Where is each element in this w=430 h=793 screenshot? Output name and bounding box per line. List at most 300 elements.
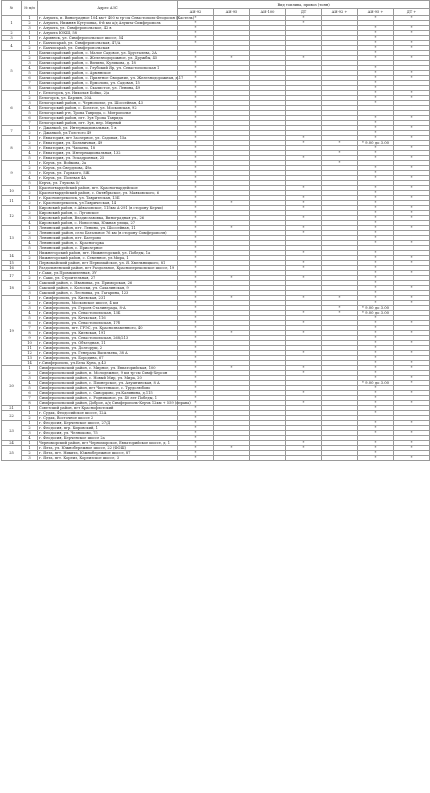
sub-number-cell: 4 bbox=[22, 436, 38, 441]
fuel-mark-cell: * bbox=[178, 396, 214, 401]
group-number-cell: 3 bbox=[2, 36, 22, 41]
fuel-mark-cell: * bbox=[178, 201, 214, 206]
fuel-mark-cell: * bbox=[178, 371, 214, 376]
fuel-mark-cell: * bbox=[178, 171, 214, 176]
address-cell: г. Симферополь, пгт. ГРЭС, ул. Краснознаменного, 40 bbox=[38, 326, 178, 331]
fuel-mark-cell: * bbox=[394, 126, 430, 131]
fuel-mark-cell: * bbox=[286, 261, 322, 266]
fuel-mark-cell: * bbox=[322, 161, 358, 166]
fuel-mark-cell: * bbox=[178, 91, 214, 96]
fuel-mark-cell: * bbox=[178, 236, 214, 241]
fuel-mark-cell: * bbox=[178, 86, 214, 91]
fuel-mark-cell: * bbox=[394, 226, 430, 231]
fuel-mark-cell: * bbox=[286, 276, 322, 281]
address-cell: г. Бахчисарай, ул. Симферопольская, 47/А bbox=[38, 41, 178, 46]
fuel-mark-cell: * bbox=[178, 256, 214, 261]
fuel-mark-cell: * bbox=[358, 206, 394, 211]
fuel-mark-cell: * bbox=[178, 131, 214, 136]
fuel-mark-cell: * bbox=[178, 366, 214, 371]
fuel-mark-cell: * bbox=[358, 426, 394, 431]
sub-number-cell: 7 bbox=[22, 121, 38, 126]
group-number-cell: 7 bbox=[2, 126, 22, 136]
fuel-mark-cell: * bbox=[286, 251, 322, 256]
fuel-mark-cell: * bbox=[394, 441, 430, 446]
fuel-mark-cell: * bbox=[358, 71, 394, 76]
address-cell: Бахчисарайский район, с. Приятное Свидание, ул. Железнодорожная, д.17 bbox=[39, 76, 184, 80]
header-group-number: № bbox=[2, 1, 22, 16]
fuel-mark-cell: * bbox=[286, 331, 322, 336]
fuel-mark-cell: * bbox=[178, 156, 214, 161]
address-cell: г. Красноперекопск, ул. Тавритеская, 13Б bbox=[38, 196, 178, 201]
fuel-mark-cell: * bbox=[178, 266, 214, 271]
sub-number-cell: 12 bbox=[22, 351, 38, 356]
fuel-mark-cell bbox=[214, 456, 250, 461]
sub-number-cell: 1 bbox=[22, 136, 38, 141]
address-cell: г. Ялта, пгт. Никита, Южнобережное шоссе, 87 bbox=[38, 451, 178, 456]
address-cell: г. Симферополь, ул. Севастопольская, 268/213 bbox=[38, 336, 178, 341]
fuel-mark-cell: * bbox=[178, 36, 214, 41]
fuel-mark-cell: * bbox=[178, 361, 214, 366]
group-number-cell: 9 bbox=[2, 161, 22, 186]
address-cell: Раздольненский район, пгт Раздольное, Красноперекопское шоссе, 19 bbox=[38, 266, 178, 271]
fuel-mark-cell: * bbox=[178, 226, 214, 231]
address-cell: г. Симферополь, ул. Киевская, 231 bbox=[38, 296, 178, 301]
address-cell: г. Керчь, ул. Полевая 4А bbox=[38, 176, 178, 181]
group-number-cell: 12 bbox=[2, 206, 22, 226]
address-cell: Керчь, ул. Глухова 5/ bbox=[38, 181, 178, 186]
fuel-mark-cell: * bbox=[178, 141, 214, 146]
fuel-mark-cell: * bbox=[178, 16, 214, 21]
fuel-mark-cell: * bbox=[394, 96, 430, 101]
fuel-mark-cell: * bbox=[358, 101, 394, 106]
sub-number-cell: 4 bbox=[22, 176, 38, 181]
fuel-mark-cell: * bbox=[358, 366, 394, 371]
fuel-mark-cell: * bbox=[358, 261, 394, 266]
address-cell: г. Симферополь, ул. Севастопольская, 17б bbox=[38, 321, 178, 326]
sub-number-cell: 2 bbox=[22, 416, 38, 421]
fuel-mark-cell: * 9.00 до 3.00 bbox=[358, 381, 394, 386]
fuel-mark-cell: * bbox=[178, 81, 214, 86]
fuel-mark-cell: * bbox=[358, 271, 394, 276]
address-cell: Бахчисарайский район, с. Глубокий Яр, ул. Севастопольская 1 bbox=[38, 66, 178, 71]
fuel-mark-cell: * bbox=[358, 136, 394, 141]
fuel-mark-cell: * bbox=[394, 166, 430, 171]
fuel-mark-cell: * bbox=[394, 91, 430, 96]
fuel-mark-cell: * bbox=[358, 336, 394, 341]
sub-number-cell: 4 bbox=[22, 381, 38, 386]
address-cell: Ленинский район, село Батальное 76 км (в сторону Симферополя) bbox=[38, 231, 178, 236]
address-cell: г. Евпатория, ул. Больничная, 49 bbox=[38, 141, 178, 146]
fuel-mark-cell: * bbox=[358, 86, 394, 91]
address-cell: г. Армянск, ул. Симферопольское шоссе, 54 bbox=[38, 36, 178, 41]
address-cell: Белогорский район, пгт. Зуя, пер. Мирный bbox=[38, 121, 178, 126]
fuel-mark-cell: * bbox=[358, 176, 394, 181]
address-cell: г. Керчь, ул. Войкова, 2а bbox=[38, 161, 178, 166]
sub-number-cell: 1 bbox=[22, 421, 38, 426]
fuel-mark-cell: * bbox=[214, 226, 250, 231]
fuel-mark-cell: * bbox=[322, 141, 358, 146]
sub-number-cell: 4 bbox=[22, 106, 38, 111]
fuel-mark-cell: * bbox=[178, 296, 214, 301]
fuel-mark-cell: * bbox=[178, 436, 214, 441]
address-cell: Белогорск, ул. Барлин, 20А bbox=[38, 96, 178, 101]
fuel-mark-cell: * bbox=[394, 16, 430, 21]
group-number-cell: 11 bbox=[2, 196, 22, 206]
fuel-mark-cell: * bbox=[178, 286, 214, 291]
group-number-cell: 5 bbox=[2, 51, 22, 91]
fuel-mark-cell: * bbox=[394, 381, 430, 386]
fuel-mark-cell: * bbox=[394, 361, 430, 366]
address-cell: Симферопольский район, с. Скворцово, ул.Калинина, д.115 bbox=[38, 391, 178, 396]
address-cell: г. Евпатория, пгт Заозерное, ул. Садовая, 15а bbox=[38, 136, 178, 141]
sub-number-cell: 6 bbox=[22, 321, 38, 326]
sub-number-cell: 2 bbox=[22, 96, 38, 101]
fuel-mark-cell: * bbox=[286, 321, 322, 326]
fuel-mark-cell: * bbox=[358, 46, 394, 51]
address-cell: г. Красноперекопск, ул.Таврическая, 14 bbox=[38, 201, 178, 206]
fuel-mark-cell: * bbox=[394, 156, 430, 161]
header-fuel-type: АИ-92 + bbox=[322, 9, 358, 16]
fuel-mark-cell: * bbox=[358, 361, 394, 366]
sub-number-cell: 14 bbox=[22, 361, 38, 366]
fuel-mark-cell: * bbox=[394, 351, 430, 356]
address-cell: г. Алушта, п. Виноградное 104 км+ 400 м тр-сы Севастополь-Феодосия (Кастель) bbox=[39, 16, 195, 20]
sub-number-cell: 3 bbox=[22, 101, 38, 106]
fuel-mark-cell: * bbox=[358, 296, 394, 301]
fuel-mark-cell: * bbox=[394, 176, 430, 181]
fuel-mark-cell: * bbox=[178, 356, 214, 361]
fuel-mark-cell: * bbox=[178, 71, 214, 76]
fuel-mark-cell: * bbox=[178, 346, 214, 351]
fuel-mark-cell: * bbox=[178, 146, 214, 151]
sub-number-cell: 3 bbox=[22, 376, 38, 381]
sub-number-cell: 1 bbox=[22, 446, 38, 451]
fuel-mark-cell: * bbox=[178, 96, 214, 101]
fuel-mark-cell: * bbox=[178, 426, 214, 431]
fuel-mark-cell: * bbox=[178, 186, 214, 191]
fuel-mark-cell: * bbox=[358, 146, 394, 151]
fuel-mark-cell: * bbox=[358, 31, 394, 36]
fuel-mark-cell: * bbox=[178, 306, 214, 311]
fuel-mark-cell: * bbox=[358, 286, 394, 291]
fuel-mark-cell: * bbox=[358, 331, 394, 336]
address-cell: г. Симферополь, ул. Долгоруш, 2 bbox=[38, 346, 178, 351]
address-cell: Черноморский район, пгт Черноморское, Евпаторийское шоссе, д. 1 bbox=[38, 441, 178, 446]
fuel-mark-cell: * bbox=[394, 256, 430, 261]
sub-number-cell: 4 bbox=[22, 221, 38, 226]
fuel-mark-cell: * bbox=[178, 26, 214, 31]
fuel-mark-cell: * bbox=[358, 126, 394, 131]
address-cell: г. Алушта ЮКШ, 58 bbox=[38, 31, 178, 36]
fuel-mark-cell: * bbox=[358, 201, 394, 206]
fuel-mark-cell: * bbox=[358, 266, 394, 271]
address-cell: Бахчисарайский район, с. Ермолово, ул. Садовая, 15 bbox=[38, 81, 178, 86]
fuel-mark-cell: * bbox=[394, 431, 430, 436]
fuel-mark-cell: * bbox=[178, 276, 214, 281]
fuel-mark-cell bbox=[250, 456, 286, 461]
fuel-mark-cell: * bbox=[178, 206, 214, 211]
fuel-mark-cell: * bbox=[178, 76, 214, 81]
fuel-mark-cell: * bbox=[178, 136, 214, 141]
fuel-mark-cell: * bbox=[358, 76, 394, 81]
sub-number-cell: 8 bbox=[22, 331, 38, 336]
sub-number-cell: 1 bbox=[22, 366, 38, 371]
fuel-mark-cell: * bbox=[394, 401, 430, 406]
sub-number-cell: 2 bbox=[22, 21, 38, 26]
sub-number-cell: 2 bbox=[22, 56, 38, 61]
fuel-mark-cell: * bbox=[286, 371, 322, 376]
address-cell: г. Феодосия, ул. Челноково, 75 bbox=[38, 431, 178, 436]
fuel-mark-cell: * bbox=[358, 186, 394, 191]
fuel-mark-cell: * bbox=[286, 231, 322, 236]
fuel-mark-cell: * bbox=[394, 421, 430, 426]
fuel-mark-cell: * bbox=[286, 441, 322, 446]
fuel-mark-cell: * bbox=[286, 186, 322, 191]
fuel-mark-cell: * bbox=[358, 276, 394, 281]
fuel-mark-cell: * bbox=[178, 241, 214, 246]
fuel-mark-cell: * bbox=[358, 451, 394, 456]
fuel-mark-cell: * bbox=[358, 41, 394, 46]
address-cell: г. Симферополь, ул. Севастопольская, 13Б bbox=[38, 311, 178, 316]
address-cell: Нижнегорский район, с. Семенное, ул.Мира, 1 bbox=[38, 256, 178, 261]
fuel-mark-cell: * bbox=[358, 151, 394, 156]
address-cell: Симферопольский район, с. Пионерское, ул. Алуштинская, 8 А bbox=[38, 381, 178, 386]
fuel-mark-cell: * bbox=[358, 386, 394, 391]
fuel-mark-cell: * bbox=[358, 431, 394, 436]
address-cell: г. Керчь, ул. Горького, 5Ж bbox=[38, 171, 178, 176]
fuel-mark-cell: * bbox=[178, 376, 214, 381]
fuel-mark-cell: * bbox=[358, 156, 394, 161]
fuel-mark-cell: * bbox=[358, 406, 394, 411]
fuel-mark-cell: * bbox=[358, 326, 394, 331]
fuel-mark-cell: * bbox=[358, 341, 394, 346]
fuel-mark-cell: * bbox=[358, 221, 394, 226]
fuel-mark-cell: * bbox=[178, 351, 214, 356]
fuel-mark-cell: * bbox=[358, 171, 394, 176]
address-cell: г. Симферополь, ул. Героев Сталинграда, 8-А bbox=[38, 306, 178, 311]
sub-number-cell: 2 bbox=[22, 131, 38, 136]
fuel-mark-cell: * bbox=[286, 226, 322, 231]
fuel-mark-cell: * bbox=[178, 106, 214, 111]
address-cell: Нижнегорский район, пгт. Нижнегорский, ул. Победы, 1а bbox=[38, 251, 178, 256]
fuel-mark-cell: * bbox=[358, 51, 394, 56]
address-cell: Сакский район, с. Лесновка, ул. Гагарина, 123 bbox=[38, 291, 178, 296]
sub-number-cell: 1 bbox=[22, 16, 38, 21]
fuel-mark-cell: * bbox=[394, 186, 430, 191]
fuel-mark-cell: * bbox=[178, 421, 214, 426]
fuel-mark-cell: * 9.00 до 3.00 bbox=[358, 311, 394, 316]
fuel-mark-cell: * bbox=[214, 276, 250, 281]
fuel-mark-cell: * bbox=[286, 351, 322, 356]
address-cell: Сакский район, с. Ивановка, ул. Приморская, 26 bbox=[38, 281, 178, 286]
address-cell: Кировский район, г.Айвазовское, 115км А-291 (в сторону Керчи) bbox=[38, 206, 178, 211]
address-cell: г. Керчь, ул.Свердлова, 49а bbox=[38, 166, 178, 171]
fuel-mark-cell: * bbox=[358, 301, 394, 306]
sub-number-cell: 4 bbox=[22, 66, 38, 71]
fuel-mark-cell: * bbox=[178, 41, 214, 46]
fuel-mark-cell: * bbox=[178, 216, 214, 221]
fuel-mark-cell: * bbox=[286, 21, 322, 26]
sub-number-cell: 5 bbox=[22, 246, 38, 251]
address-cell: г. Симферополь, ул. Киевская, 191 bbox=[38, 331, 178, 336]
sub-number-cell: 2 bbox=[22, 141, 38, 146]
fuel-mark-cell: * bbox=[286, 201, 322, 206]
fuel-mark-cell: * bbox=[286, 266, 322, 271]
address-cell: Бахчисарайский район, с. Скалистое, ул. Ленина, 49 bbox=[38, 86, 178, 91]
fuel-mark-cell: * bbox=[394, 146, 430, 151]
fuel-mark-cell: * bbox=[358, 91, 394, 96]
address-cell: г. Симферополь, ул. Бородина, 67 bbox=[38, 356, 178, 361]
address-cell: Ленинский район, пгт. Багерово bbox=[38, 236, 178, 241]
fuel-mark-cell: * bbox=[322, 311, 358, 316]
fuel-mark-cell: * bbox=[358, 96, 394, 101]
fuel-mark-cell: * bbox=[178, 331, 214, 336]
fuel-mark-cell: * bbox=[394, 286, 430, 291]
address-cell: г. Белогорск, ул. Николая Бойко, 2/а bbox=[38, 91, 178, 96]
fuel-mark-cell: * bbox=[358, 446, 394, 451]
address-cell: Белогорский район, с. Чернопольe, ул. Шоссейная, 43 bbox=[38, 101, 178, 106]
sub-number-cell: 3 bbox=[22, 431, 38, 436]
address-cell: г.Саки, ул.Промышленная, 3У bbox=[38, 271, 178, 276]
fuel-mark-cell: * bbox=[178, 261, 214, 266]
fuel-mark-cell: * bbox=[214, 331, 250, 336]
sub-number-cell: 2 bbox=[22, 256, 38, 261]
table-body bbox=[2, 16, 430, 461]
fuel-mark-cell: * bbox=[358, 441, 394, 446]
group-number-cell: 4 bbox=[2, 41, 22, 51]
fuel-mark-cell: * bbox=[394, 211, 430, 216]
fuel-mark-cell: * bbox=[286, 196, 322, 201]
address-cell: Белогорский район, пгт. Зуя Тропа Таврида bbox=[38, 116, 178, 121]
header-row-top bbox=[2, 1, 430, 9]
address-cell: г. Евпатория, ул. Интернациональная, 132 bbox=[38, 151, 178, 156]
header-fuel-group: Вид топлива, привоз (тонн) bbox=[178, 1, 430, 9]
header-fuel-type: ДТ bbox=[286, 9, 322, 16]
sub-number-cell: 5 bbox=[22, 386, 38, 391]
fuel-mark-cell: * bbox=[394, 446, 430, 451]
fuel-mark-cell: * bbox=[394, 26, 430, 31]
fuel-mark-cell: * bbox=[178, 251, 214, 256]
fuel-mark-cell: * bbox=[358, 421, 394, 426]
address-cell: г. Саки, ул. Строительная, 27 bbox=[38, 276, 178, 281]
sub-number-cell: 1 bbox=[22, 261, 38, 266]
fuel-mark-cell: * bbox=[178, 176, 214, 181]
fuel-mark-cell: * bbox=[394, 271, 430, 276]
fuel-mark-cell: * bbox=[358, 321, 394, 326]
address-cell: Белогорский р-н, Тропа Таврида, с. Митрополье bbox=[38, 111, 178, 116]
fuel-mark-cell: * bbox=[358, 401, 394, 406]
header-sub-number: № п/п bbox=[22, 1, 38, 16]
group-number-cell: 15 bbox=[2, 261, 22, 266]
sub-number-cell: 10 bbox=[22, 341, 38, 346]
sub-number-cell: 6 bbox=[22, 76, 38, 81]
fuel-mark-cell: * bbox=[358, 251, 394, 256]
fuel-mark-cell: * bbox=[178, 31, 214, 36]
group-number-cell: 24 bbox=[2, 441, 22, 446]
fuel-mark-cell: * bbox=[178, 316, 214, 321]
sub-number-cell: 11 bbox=[22, 346, 38, 351]
sub-number-cell: 3 bbox=[22, 291, 38, 296]
fuel-mark-cell: * bbox=[286, 156, 322, 161]
address-cell: Симферопольский район, с. Мирное, ул. Евпаторийская, 100 bbox=[38, 366, 178, 371]
header-fuel-type: АИ-92 bbox=[178, 9, 214, 16]
fuel-mark-cell: * bbox=[358, 411, 394, 416]
address-cell: Кировский район, с. Новоселка, Южная улица, 27 bbox=[38, 221, 178, 226]
group-number-cell: 16 bbox=[2, 266, 22, 271]
fuel-mark-cell: * bbox=[358, 166, 394, 171]
group-number-cell: 13 bbox=[2, 226, 22, 251]
fuel-mark-cell: * bbox=[178, 231, 214, 236]
fuel-mark-cell: * bbox=[394, 366, 430, 371]
fuel-mark-cell: * bbox=[178, 271, 214, 276]
address-cell: Ленинский район, с. Красногорка bbox=[38, 241, 178, 246]
sub-number-cell: 8 bbox=[22, 401, 38, 406]
fuel-mark-cell: * bbox=[214, 446, 250, 451]
sub-number-cell: 1 bbox=[22, 271, 38, 276]
fuel-mark-cell: * bbox=[286, 141, 322, 146]
fuel-mark-cell: * bbox=[358, 396, 394, 401]
fuel-mark-cell: * bbox=[358, 281, 394, 286]
sub-number-cell: 7 bbox=[22, 326, 38, 331]
fuel-mark-cell: * bbox=[358, 346, 394, 351]
address-cell: Кировский район, Владиславовка, Виноградная ул., 26 bbox=[38, 216, 178, 221]
fuel-mark-cell: * bbox=[178, 406, 214, 411]
group-number-cell: 8 bbox=[2, 136, 22, 161]
fuel-mark-cell: * bbox=[286, 401, 322, 406]
sub-number-cell: 2 bbox=[22, 166, 38, 171]
fuel-mark-cell: * bbox=[394, 71, 430, 76]
fuel-mark-cell: * bbox=[358, 191, 394, 196]
group-number-cell: 18 bbox=[2, 281, 22, 296]
fuel-mark-cell: * 9.00 до 3.00 bbox=[358, 306, 394, 311]
address-cell: г. Бахчисарай, ул. Симферопольская bbox=[38, 46, 178, 51]
sub-number-cell: 7 bbox=[22, 81, 38, 86]
fuel-mark-cell: * bbox=[178, 326, 214, 331]
fuel-mark-cell: * bbox=[178, 451, 214, 456]
address-cell: г. Симферополь, ул. Генерала Васильева, 38 А bbox=[38, 351, 178, 356]
fuel-mark-cell: * bbox=[178, 161, 214, 166]
fuel-mark-cell: * bbox=[358, 56, 394, 61]
fuel-mark-cell: * bbox=[394, 206, 430, 211]
fuel-mark-cell: * bbox=[394, 456, 430, 461]
fuel-mark-cell: * bbox=[358, 116, 394, 121]
address-cell: г. Феодосия, Керченское шоссе, 27/Д bbox=[38, 421, 178, 426]
fuel-mark-cell: * bbox=[394, 31, 430, 36]
address-cell: Белогорский район, с. Богатое, ул. Московская, 92 bbox=[38, 106, 178, 111]
address-cell: Советский район, пгт Краснофлотский bbox=[38, 406, 178, 411]
sub-number-cell: 1 bbox=[22, 186, 38, 191]
fuel-mark-cell: * bbox=[358, 196, 394, 201]
address-cell: Ленинский район, пгт. Ленино, ул. Шоссейная, 11 bbox=[38, 226, 178, 231]
fuel-mark-cell: * bbox=[358, 256, 394, 261]
fuel-mark-cell: * bbox=[358, 81, 394, 86]
fuel-mark-cell: * bbox=[214, 201, 250, 206]
sub-number-cell: 4 bbox=[22, 311, 38, 316]
sub-number-cell: 8 bbox=[22, 86, 38, 91]
sub-number-cell: 1 bbox=[22, 126, 38, 131]
address-cell: Кировский район, с. Луговское bbox=[38, 211, 178, 216]
fuel-mark-cell: * bbox=[322, 306, 358, 311]
fuel-mark-cell: * bbox=[358, 121, 394, 126]
fuel-stations-table bbox=[1, 0, 430, 461]
fuel-mark-cell: * bbox=[358, 241, 394, 246]
fuel-mark-cell: * bbox=[358, 16, 394, 21]
group-number-cell: 20 bbox=[2, 366, 22, 406]
sub-number-cell: 1 bbox=[22, 41, 38, 46]
sub-number-cell: 1 bbox=[22, 406, 38, 411]
address-cell: Красногвардейский район, пгт. Красногвардейское bbox=[38, 186, 178, 191]
fuel-mark-cell: * bbox=[178, 151, 214, 156]
